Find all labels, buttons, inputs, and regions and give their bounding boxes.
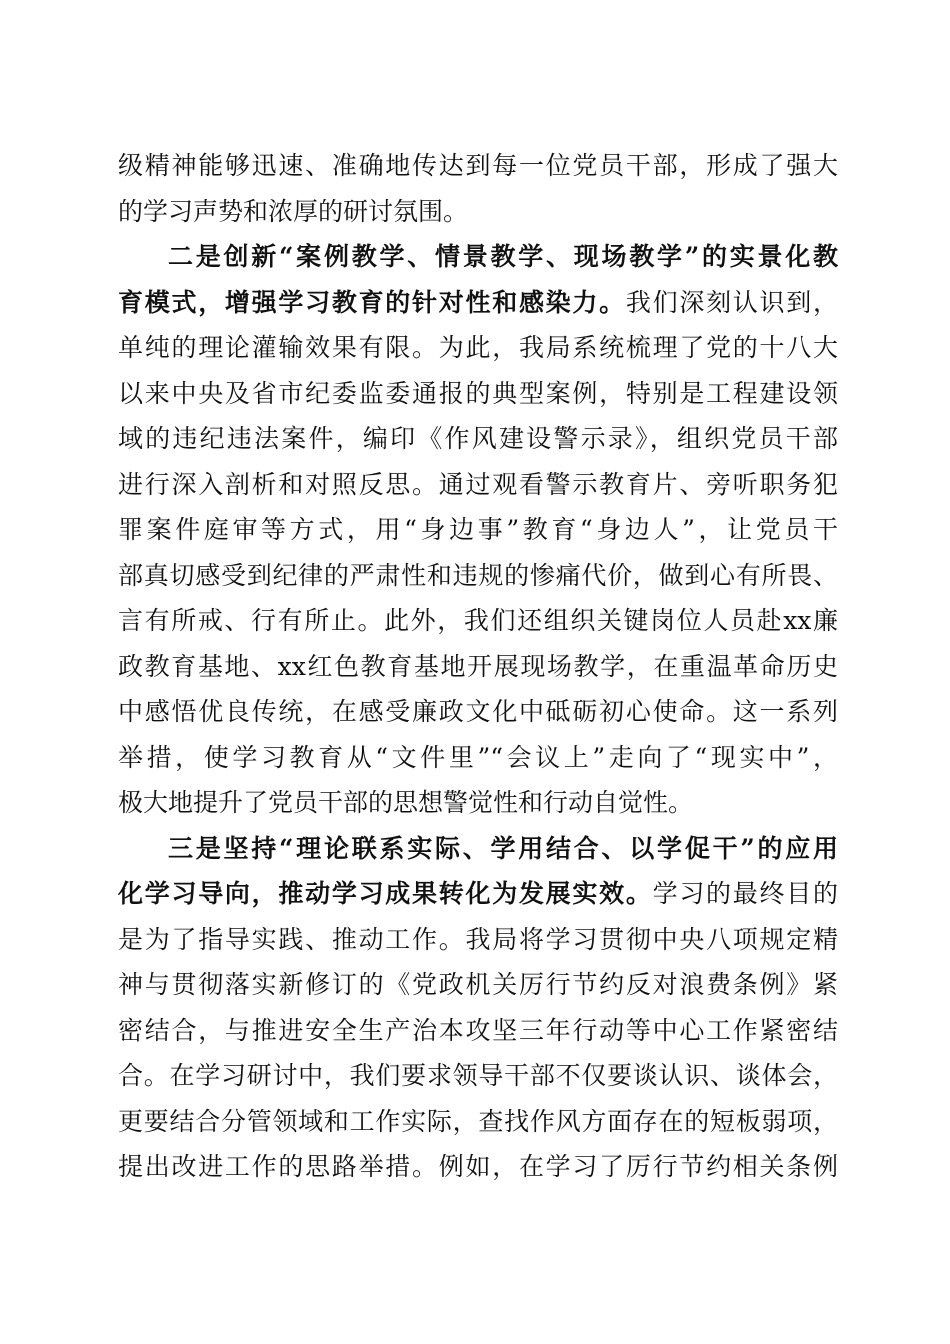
text-line	[118, 689, 838, 735]
text-line	[118, 234, 838, 280]
body-text: 以来中央及省市纪委监委通报的典型案例，特别是工程建设领	[118, 378, 838, 408]
bold-heading-text: 化学习导向，推动学习成果转化为发展实效。	[118, 879, 653, 908]
body-text: 极大地提升了党员干部的思想警觉性和行动自觉性。	[118, 788, 694, 817]
text-line	[118, 826, 838, 872]
text-line	[118, 780, 838, 826]
text-line	[118, 1053, 838, 1099]
body-text: 举措，使学习教育从“文件里”“会议上”走向了“现实中”，	[118, 742, 838, 772]
text-line	[118, 1144, 838, 1190]
body-text: 密结合，与推进安全生产治本攻坚三年行动等中心工作紧密结	[118, 1015, 838, 1045]
body-text: 合。在学习研讨中，我们要求领导干部不仅要谈认识、谈体会，	[118, 1061, 838, 1090]
body-text: 神与贯彻落实新修订的《党政机关厉行节约反对浪费条例》紧	[118, 970, 838, 999]
body-text: 的学习声势和浓厚的研讨氛围。	[118, 196, 469, 226]
body-text: 中感悟优良传统，在感受廉政文化中砥砺初心使命。这一系列	[118, 697, 838, 726]
text-line	[118, 871, 838, 917]
body-text: 罪案件庭审等方式，用“身边事”教育“身边人”，让党员干	[118, 515, 838, 544]
text-line	[118, 962, 838, 1008]
text-line	[118, 189, 838, 235]
body-text: 言有所戒、行有所止。此外，我们还组织关键岗位人员赴xx廉	[118, 606, 838, 635]
body-text: 更要结合分管领域和工作实际，查找作风方面存在的短板弱项，	[118, 1106, 838, 1136]
body-text: 我们深刻认识到，	[625, 287, 838, 317]
body-text: 学习的最终目的	[652, 879, 838, 908]
text-line	[118, 1008, 838, 1054]
body-text: 提出改进工作的思路举措。例如，在学习了厉行节约相关条例	[118, 1152, 838, 1181]
body-text: 单纯的理论灌输效果有限。为此，我局系统梳理了党的十八大	[118, 333, 838, 362]
body-text: 部真切感受到纪律的严肃性和违规的惨痛代价，做到心有所畏、	[118, 560, 838, 590]
text-line	[118, 917, 838, 963]
body-text: 级精神能够迅速、准确地传达到每一位党员干部，形成了强大	[118, 151, 838, 180]
text-line	[118, 280, 838, 326]
body-text: 是为了指导实践、推动工作。我局将学习贯彻中央八项规定精	[118, 924, 838, 954]
text-line	[118, 507, 838, 553]
body-text: 政教育基地、xx红色教育基地开展现场教学，在重温革命历史	[118, 651, 838, 681]
text-line	[118, 1099, 838, 1145]
document-body	[118, 143, 838, 1190]
bold-heading-text: 二是创新“案例教学、情景教学、现场教学”的实景化教	[168, 242, 838, 271]
text-line	[118, 553, 838, 599]
body-text: 进行深入剖析和对照反思。通过观看警示教育片、旁听职务犯	[118, 469, 838, 499]
text-line	[118, 143, 838, 189]
text-line	[118, 598, 838, 644]
text-line	[118, 416, 838, 462]
paragraph-p3	[118, 826, 838, 1190]
text-line	[118, 325, 838, 371]
paragraph-p1	[118, 143, 838, 234]
text-line	[118, 735, 838, 781]
paragraph-p2	[118, 234, 838, 826]
bold-heading-text: 育模式，增强学习教育的针对性和感染力。	[118, 287, 626, 317]
text-line	[118, 371, 838, 417]
bold-heading-text: 三是坚持“理论联系实际、学用结合、以学促干”的应用	[168, 833, 838, 863]
body-text: 域的违纪违法案件，编印《作风建设警示录》，组织党员干部	[118, 424, 838, 453]
text-line	[118, 644, 838, 690]
text-line	[118, 462, 838, 508]
